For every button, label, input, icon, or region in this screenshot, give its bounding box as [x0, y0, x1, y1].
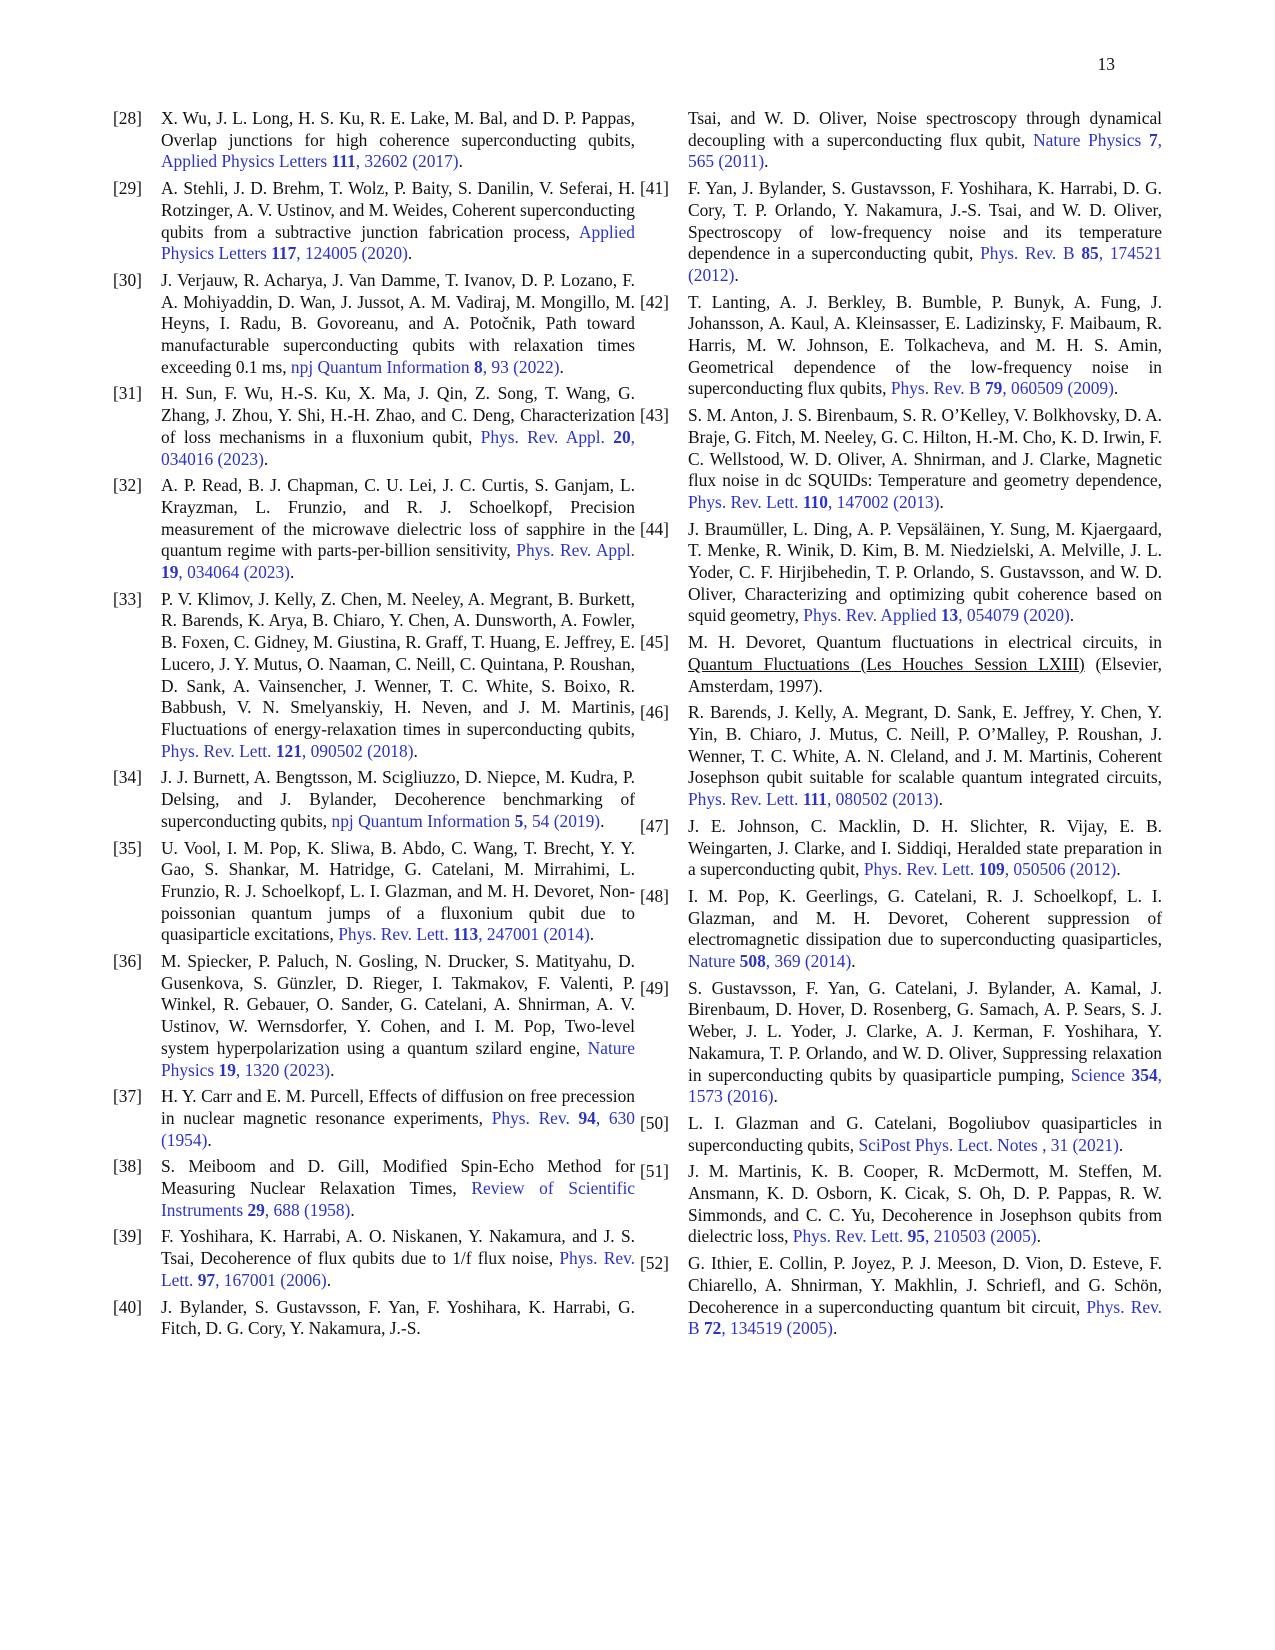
reference-number: [34] [113, 767, 142, 788]
reference-link[interactable]: npj Quantum Information 8, 93 (2022) [290, 356, 560, 377]
reference-text: L. I. Glazman and G. Catelani, Bogoliubov quasiparticles in superconducting qubits, [688, 1112, 1162, 1155]
reference-number: [46] [640, 702, 669, 723]
reference-number: [29] [113, 178, 142, 199]
reference-number: [44] [640, 518, 669, 539]
page-number: 13 [1097, 54, 1115, 74]
reference-link[interactable]: SciPost Phys. Lect. Notes , 31 (2021) [858, 1134, 1119, 1155]
reference-item: [32] A. P. Read, B. J. Chapman, C. U. Lei, J. C. Curtis, S. Ganjam, L. Krayzman, L. Frunzio, and R. J. Schoelkopf, Precision measurement of the microwave dielectric loss of sapphire in the quantum regime with parts-per-billion sensitivity, Phys. Rev. Appl. 19, 034064 (2023). [113, 475, 635, 583]
reference-number: [36] [113, 951, 142, 972]
reference-item: [45] M. H. Devoret, Quantum fluctuations in electrical circuits, in Quantum Fluctuations (Les Houches Session LXIII) (Elsevier, Amsterdam, 1997). [640, 632, 1162, 696]
reference-text: J. E. Johnson, C. Macklin, D. H. Slichter, R. Vijay, E. B. Weingarten, J. Clarke, and I. Siddiqi, Heralded state preparation in a superconducting qubit, [688, 815, 1162, 880]
reference-item: [47] J. E. Johnson, C. Macklin, D. H. Slichter, R. Vijay, E. B. Weingarten, J. Clarke, and I. Siddiqi, Heralded state preparation in a superconducting qubit, Phys. Rev. Lett. 109, 050506 (2012). [640, 815, 1162, 880]
reference-text: J. M. Martinis, K. B. Cooper, R. McDermott, M. Steffen, M. Ansmann, K. D. Osborn, K. Cicak, S. Oh, D. P. Pappas, R. W. Simmonds, and C. C. Yu, Decoherence in Josephson qubits from dielectric loss, [688, 1161, 1162, 1247]
reference-link[interactable]: Phys. Rev. B 72, 134519 (2005) [688, 1296, 1162, 1339]
reference-text: T. Lanting, A. J. Berkley, B. Bumble, P. Bunyk, A. Fung, J. Johansson, A. Kaul, A. Kleinsasser, E. Ladizinsky, F. Maibaum, R. Harris, M. W. Johnson, E. Tolkacheva, and M. H. S. Amin, Geometrical dependence of the low-frequency noise in superconducting flux qubits, [688, 291, 1162, 399]
reference-number: [37] [113, 1086, 142, 1107]
reference-text: H. Sun, F. Wu, H.-S. Ku, X. Ma, J. Qin, Z. Song, T. Wang, G. Zhang, J. Zhou, Y. Shi, H.-H. Zhao, and C. Deng, Characterization of loss mechanisms in a fluxonium qubit, [161, 383, 635, 447]
reference-number: [51] [640, 1161, 669, 1182]
reference-item: [50] L. I. Glazman and G. Catelani, Bogoliubov quasiparticles in superconducting qubits, SciPost Phys. Lect. Notes , 31 (2021). [640, 1112, 1162, 1155]
reference-item: [49] S. Gustavsson, F. Yan, G. Catelani, J. Bylander, A. Kamal, J. Birenbaum, D. Hover, D. Rosenberg, G. Samach, A. P. Sears, S. J. Weber, J. L. Yoder, J. Clarke, A. J. Kerman, F. Yoshihara, Y. Nakamura, T. P. Orlando, and W. D. Oliver, Suppressing relaxation in superconducting qubits by quasiparticle pumping, Science 354, 1573 (2016). [640, 977, 1162, 1107]
reference-text: P. V. Klimov, J. Kelly, Z. Chen, M. Neeley, A. Megrant, B. Burkett, R. Barends, K. Arya, B. Chiaro, Y. Chen, A. Dunsworth, A. Fowler, B. Foxen, C. Gidney, M. Giustina, R. Graff, T. Huang, E. Jeffrey, E. Lucero, J. Y. Mutus, O. Naaman, C. Neill, C. Quintana, P. Roushan, D. Sank, A. Vainsencher, J. Wenner, T. C. White, S. Boixo, R. Babbush, V. N. Smelyanskiy, H. Neven, and J. M. Martinis, Fluctuations of energy-relaxation times in superconducting qubits, [161, 588, 635, 739]
reference-number: [48] [640, 885, 669, 906]
reference-item: [42] T. Lanting, A. J. Berkley, B. Bumble, P. Bunyk, A. Fung, J. Johansson, A. Kaul, A. Kleinsasser, E. Ladizinsky, F. Maibaum, R. Harris, M. W. Johnson, E. Tolkacheva, and M. H. S. Amin, Geometrical dependence of the low-frequency noise in superconducting flux qubits, Phys. Rev. B 79, 060509 (2009). [640, 291, 1162, 399]
reference-link[interactable]: Phys. Rev. Appl. 19, 034064 (2023) [161, 540, 635, 583]
reference-text: F. Yan, J. Bylander, S. Gustavsson, F. Yoshihara, K. Harrabi, D. G. Cory, T. P. Orlando, Y. Nakamura, J.-S. Tsai, and W. D. Oliver, Spectroscopy of low-frequency noise and its temperature dependence in a superconducting qubit, [688, 178, 1162, 264]
reference-text: J. Braumüller, L. Ding, A. P. Vepsäläinen, Y. Sung, M. Kjaergaard, T. Menke, R. Winik, D. Kim, B. M. Niedzielski, A. Melville, J. L. Yoder, C. F. Hirjibehedin, T. P. Orlando, S. Gustavsson, and W. D. Oliver, Characterizing and optimizing qubit coherence based on squid geometry, [688, 518, 1162, 626]
reference-text: A. P. Read, B. J. Chapman, C. U. Lei, J. C. Curtis, S. Ganjam, L. Krayzman, L. Frunzio, and R. J. Schoelkopf, Precision measurement of the microwave dielectric loss of sapphire in the quantum regime with parts-per-billion sensitivity, [161, 475, 635, 561]
reference-link[interactable]: Applied Physics Letters 117, 124005 (2020) [161, 221, 635, 264]
reference-item: [52] G. Ithier, E. Collin, P. Joyez, P. J. Meeson, D. Vion, D. Esteve, F. Chiarello, A. Shnirman, Y. Makhlin, J. Schriefl, and G. Schön, Decoherence in a superconducting quantum bit circuit, Phys. Rev. B 72, 134519 (2005). [640, 1253, 1162, 1339]
reference-link[interactable]: Phys. Rev. B 79, 060509 (2009) [890, 378, 1114, 399]
book-title: Quantum Fluctuations (Les Houches Session LXIII) [688, 653, 1085, 674]
reference-text: X. Wu, J. L. Long, H. S. Ku, R. E. Lake, M. Bal, and D. P. Pappas, Overlap junctions for high coherence superconducting qubits, [161, 108, 635, 150]
reference-link[interactable]: Phys. Rev. B 85, 174521 (2012) [688, 243, 1162, 285]
reference-link[interactable]: Science 354, 1573 (2016) [688, 1064, 1162, 1107]
reference-item: [33] P. V. Klimov, J. Kelly, Z. Chen, M. Neeley, A. Megrant, B. Burkett, R. Barends, K. Arya, B. Chiaro, Y. Chen, A. Dunsworth, A. Fowler, B. Foxen, C. Gidney, M. Giustina, R. Graff, T. Huang, E. Jeffrey, E. Lucero, J. Y. Mutus, O. Naaman, C. Neill, C. Quintana, P. Roushan, D. Sank, A. Vainsencher, J. Wenner, T. C. White, S. Boixo, R. Babbush, V. N. Smelyanskiy, H. Neven, and J. M. Martinis, Fluctuations of energy-relaxation times in superconducting qubits, Phys. Rev. Lett. 121, 090502 (2018). [113, 588, 635, 761]
reference-text: R. Barends, J. Kelly, A. Megrant, D. Sank, E. Jeffrey, Y. Chen, Y. Yin, B. Chiaro, J. Mutus, C. Neill, P. O’Malley, P. Roushan, J. Wenner, T. C. White, A. N. Cleland, and J. M. Martinis, Coherent Josephson qubit suitable for scalable quantum integrated circuits, [688, 702, 1162, 788]
reference-link[interactable]: Nature 508, 369 (2014) [688, 951, 852, 972]
reference-continuation: Tsai, and W. D. Oliver, Noise spectroscopy through dynamical decoupling with a superconducting flux qubit, Nature Physics 7, 565 (2011). [688, 108, 1162, 172]
reference-link[interactable]: Nature Physics 19, 1320 (2023) [161, 1037, 635, 1080]
reference-text: A. Stehli, J. D. Brehm, T. Wolz, P. Baity, S. Danilin, V. Seferai, H. Rotzinger, A. V. Ustinov, and M. Weides, Coherent superconducting qubits from a subtractive junction fabrication process, [161, 178, 635, 242]
reference-link[interactable]: Phys. Rev. Lett. 97, 167001 (2006) [161, 1248, 635, 1290]
reference-number: [41] [640, 178, 669, 199]
reference-item: [44] J. Braumüller, L. Ding, A. P. Vepsäläinen, Y. Sung, M. Kjaergaard, T. Menke, R. Winik, D. Kim, B. M. Niedzielski, A. Melville, J. L. Yoder, C. F. Hirjibehedin, T. P. Orlando, S. Gustavsson, and W. D. Oliver, Characterizing and optimizing qubit coherence based on squid geometry, Phys. Rev. Applied 13, 054079 (2020). [640, 518, 1162, 626]
reference-text: I. M. Pop, K. Geerlings, G. Catelani, R. J. Schoelkopf, L. I. Glazman, and M. H. Devoret, Coherent suppression of electromagnetic dissipation due to superconducting quasiparticles, [688, 885, 1162, 950]
reference-link[interactable]: Phys. Rev. Lett. 121, 090502 (2018) [161, 740, 414, 761]
reference-item: [38] S. Meiboom and D. Gill, Modified Spin-Echo Method for Measuring Nuclear Relaxation Times, Review of Scientific Instruments 29, 688 (1958). [113, 1156, 635, 1220]
reference-item: [28] X. Wu, J. L. Long, H. S. Ku, R. E. Lake, M. Bal, and D. P. Pappas, Overlap junctions for high coherence superconducting qubits, Applied Physics Letters 111, 32602 (2017). [113, 108, 635, 172]
reference-number: [50] [640, 1112, 669, 1133]
reference-link[interactable]: Phys. Rev. Appl. 20, 034016 (2023) [161, 426, 635, 469]
reference-number: [28] [113, 108, 142, 128]
reference-item: [39] F. Yoshihara, K. Harrabi, A. O. Niskanen, Y. Nakamura, and J. S. Tsai, Decoherence of flux qubits due to 1/f flux noise, Phys. Rev. Lett. 97, 167001 (2006). [113, 1226, 635, 1290]
reference-number: [43] [640, 405, 669, 426]
reference-number: [52] [640, 1253, 669, 1274]
reference-text: F. Yoshihara, K. Harrabi, A. O. Niskanen, Y. Nakamura, and J. S. Tsai, Decoherence of flux qubits due to 1/f flux noise, [161, 1226, 635, 1269]
reference-link[interactable]: Phys. Rev. Lett. 111, 080502 (2013) [688, 789, 939, 810]
reference-item: [48] I. M. Pop, K. Geerlings, G. Catelani, R. J. Schoelkopf, L. I. Glazman, and M. H. Devoret, Coherent suppression of electromagnetic dissipation due to superconducting quasiparticles, Nature 508, 369 (2014). [640, 885, 1162, 972]
reference-number: [47] [640, 815, 669, 836]
reference-link[interactable]: Phys. Rev. Lett. 113, 247001 (2014) [338, 924, 590, 945]
reference-number: [33] [113, 588, 142, 609]
reference-number: [42] [640, 291, 669, 312]
reference-item: [36] M. Spiecker, P. Paluch, N. Gosling, N. Drucker, S. Matityahu, D. Gusenkova, S. Günzler, D. Rieger, I. Takmakov, F. Valenti, P. Winkel, R. Gebauer, O. Sander, G. Catelani, A. Shnirman, A. V. Ustinov, W. Wernsdorfer, Y. Cohen, and I. M. Pop, Two-level system hyperpolarization using a quantum szilard engine, Nature Physics 19, 1320 (2023). [113, 951, 635, 1080]
reference-link[interactable]: Phys. Rev. 94, 630 (1954) [161, 1107, 635, 1150]
reference-item [113, 1297, 635, 1340]
reference-item: [37] H. Y. Carr and E. M. Purcell, Effects of diffusion on free precession in nuclear magnetic resonance experiments, Phys. Rev. 94, 630 (1954). [113, 1086, 635, 1150]
reference-text: S. Meiboom and D. Gill, Modified Spin-Echo Method for Measuring Nuclear Relaxation Times, [161, 1156, 635, 1199]
references-right-column [640, 108, 1162, 1345]
reference-number: [35] [113, 837, 142, 858]
reference-text: S. M. Anton, J. S. Birenbaum, S. R. O’Kelley, V. Bolkhovsky, D. A. Braje, G. Fitch, M. Neeley, G. C. Hilton, H.-M. Cho, K. D. Irwin, F. C. Wellstood, W. D. Oliver, A. Shnirman, and J. Clarke, Magnetic flux noise in dc SQUIDs: Temperature and geometry dependence, [688, 405, 1162, 491]
reference-text: J. Verjauw, R. Acharya, J. Van Damme, T. Ivanov, D. P. Lozano, F. A. Mohiyaddin, D. Wan, J. Jussot, A. M. Vadiraj, M. Mongillo, M. Heyns, I. Radu, B. Govoreanu, and A. Potočnik, Path toward manufacturable superconducting qubits with relaxation times exceeding 0.1 ms, [161, 269, 635, 377]
reference-link[interactable]: Applied Physics Letters 111, 32602 (2017) [161, 151, 459, 172]
reference-text: Tsai, and W. D. Oliver, Noise spectroscopy through dynamical decoupling with a superconducting flux qubit, [688, 108, 1162, 150]
reference-link[interactable]: Phys. Rev. Lett. 109, 050506 (2012) [863, 859, 1117, 880]
reference-item: [51] J. M. Martinis, K. B. Cooper, R. McDermott, M. Steffen, M. Ansmann, K. D. Osborn, K. Cicak, S. Oh, D. P. Pappas, R. W. Simmonds, and C. C. Yu, Decoherence in Josephson qubits from dielectric loss, Phys. Rev. Lett. 95, 210503 (2005). [640, 1161, 1162, 1247]
reference-text: U. Vool, I. M. Pop, K. Sliwa, B. Abdo, C. Wang, T. Brecht, Y. Y. Gao, S. Shankar, M. Hatridge, G. Catelani, M. Mirrahimi, L. Frunzio, R. J. Schoelkopf, L. I. Glazman, and M. H. Devoret, Non-poissonian quantum jumps of a fluxonium qubit due to quasiparticle excitations, [161, 837, 635, 945]
references-left-column [113, 108, 635, 1345]
reference-item: [31] H. Sun, F. Wu, H.-S. Ku, X. Ma, J. Qin, Z. Song, T. Wang, G. Zhang, J. Zhou, Y. Shi, H.-H. Zhao, and C. Deng, Characterization of loss mechanisms in a fluxonium qubit, Phys. Rev. Appl. 20, 034016 (2023). [113, 383, 635, 469]
reference-item: [30] J. Verjauw, R. Acharya, J. Van Damme, T. Ivanov, D. P. Lozano, F. A. Mohiyaddin, D. Wan, J. Jussot, A. M. Vadiraj, M. Mongillo, M. Heyns, I. Radu, B. Govoreanu, and A. Potočnik, Path toward manufacturable superconducting qubits with relaxation times exceeding 0.1 ms, npj Quantum Information 8, 93 (2022). [113, 269, 635, 377]
reference-link[interactable]: Phys. Rev. Applied 13, 054079 (2020) [803, 605, 1070, 626]
reference-item: [46] R. Barends, J. Kelly, A. Megrant, D. Sank, E. Jeffrey, Y. Chen, Y. Yin, B. Chiaro, J. Mutus, C. Neill, P. O’Malley, P. Roushan, J. Wenner, T. C. White, A. N. Cleland, and J. M. Martinis, Coherent Josephson qubit suitable for scalable quantum integrated circuits, Phys. Rev. Lett. 111, 080502 (2013). [640, 702, 1162, 810]
reference-item: [29] A. Stehli, J. D. Brehm, T. Wolz, P. Baity, S. Danilin, V. Seferai, H. Rotzinger, A. V. Ustinov, and M. Weides, Coherent superconducting qubits from a subtractive junction fabrication process, Applied Physics Letters 117, 124005 (2020). [113, 178, 635, 264]
reference-text: M. H. Devoret, Quantum fluctuations in electrical circuits, in [688, 632, 1162, 653]
reference-number: [45] [640, 632, 669, 653]
reference-link[interactable]: npj Quantum Information 5, 54 (2019) [331, 810, 601, 831]
reference-number: [32] [113, 475, 142, 496]
reference-number: [38] [113, 1156, 142, 1177]
reference-text: J. Bylander, S. Gustavsson, F. Yan, F. Yoshihara, K. Harrabi, G. Fitch, D. G. Cory, Y. Nakamura, J.-S. [161, 1296, 635, 1339]
reference-number: [49] [640, 977, 669, 998]
reference-number: [39] [113, 1226, 142, 1247]
reference-text: G. Ithier, E. Collin, P. Joyez, P. J. Meeson, D. Vion, D. Esteve, F. Chiarello, A. Shnirman, Y. Makhlin, J. Schriefl, and G. Schön, Decoherence in a superconducting quantum bit circuit, [688, 1253, 1162, 1317]
reference-text: H. Y. Carr and E. M. Purcell, Effects of diffusion on free precession in nuclear magnetic resonance experiments, [161, 1086, 635, 1128]
reference-item: [41] F. Yan, J. Bylander, S. Gustavsson, F. Yoshihara, K. Harrabi, D. G. Cory, T. P. Orlando, Y. Nakamura, J.-S. Tsai, and W. D. Oliver, Spectroscopy of low-frequency noise and its temperature dependence in a superconducting qubit, Phys. Rev. B 85, 174521 (2012). [640, 178, 1162, 285]
reference-text: S. Gustavsson, F. Yan, G. Catelani, J. Bylander, A. Kamal, J. Birenbaum, D. Hover, D. Rosenberg, G. Samach, A. P. Sears, S. J. Weber, J. L. Yoder, J. Clarke, A. J. Kerman, F. Yoshihara, Y. Nakamura, T. P. Orlando, and W. D. Oliver, Suppressing relaxation in superconducting qubits by quasiparticle pumping, [688, 977, 1162, 1085]
reference-text: M. Spiecker, P. Paluch, N. Gosling, N. Drucker, S. Matityahu, D. Gusenkova, S. Günzler, D. Rieger, I. Takmakov, F. Valenti, P. Winkel, R. Gebauer, O. Sander, G. Catelani, A. Shnirman, A. V. Ustinov, W. Wernsdorfer, Y. Cohen, and I. M. Pop, Two-level system hyperpolarization using a quantum szilard engine, [161, 951, 635, 1058]
reference-link[interactable]: Review of Scientific Instruments 29, 688 (1958) [161, 1178, 635, 1220]
reference-item: [43] S. M. Anton, J. S. Birenbaum, S. R. O’Kelley, V. Bolkhovsky, D. A. Braje, G. Fitch, M. Neeley, G. C. Hilton, H.-M. Cho, K. D. Irwin, F. C. Wellstood, W. D. Oliver, A. Shnirman, and J. Clarke, Magnetic flux noise in dc SQUIDs: Temperature and geometry dependence, Phys. Rev. Lett. 110, 147002 (2013). [640, 405, 1162, 512]
reference-link[interactable]: Nature Physics 7, 565 (2011) [688, 129, 1162, 172]
reference-number: [30] [113, 269, 142, 290]
reference-link[interactable]: Phys. Rev. Lett. 95, 210503 (2005) [792, 1226, 1037, 1247]
reference-item: [34] J. J. Burnett, A. Bengtsson, M. Scigliuzzo, D. Niepce, M. Kudra, P. Delsing, and J. Bylander, Decoherence benchmarking of superconducting qubits, npj Quantum Information 5, 54 (2019). [113, 767, 635, 831]
reference-number: [40] [113, 1296, 142, 1317]
reference-link[interactable]: Phys. Rev. Lett. 110, 147002 (2013) [688, 491, 940, 512]
reference-number: [31] [113, 383, 142, 404]
reference-text: J. J. Burnett, A. Bengtsson, M. Scigliuzzo, D. Niepce, M. Kudra, P. Delsing, and J. Bylander, Decoherence benchmarking of superconducting qubits, [161, 767, 635, 831]
reference-item: [35] U. Vool, I. M. Pop, K. Sliwa, B. Abdo, C. Wang, T. Brecht, Y. Y. Gao, S. Shankar, M. Hatridge, G. Catelani, M. Mirrahimi, L. Frunzio, R. J. Schoelkopf, L. I. Glazman, and M. H. Devoret, Non-poissonian quantum jumps of a fluxonium qubit due to quasiparticle excitations, Phys. Rev. Lett. 113, 247001 (2014). [113, 837, 635, 945]
